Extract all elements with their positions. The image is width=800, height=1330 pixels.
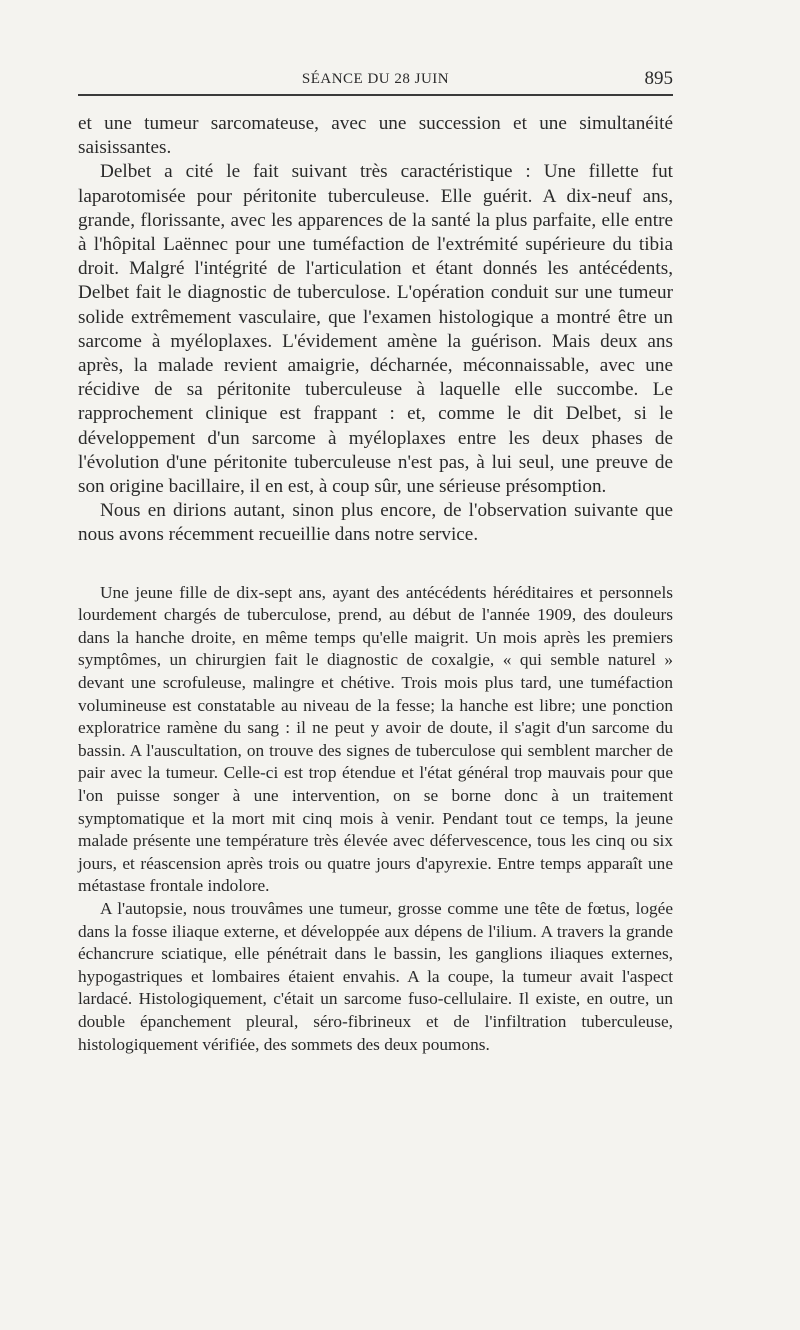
main-text [78, 112, 673, 548]
observation-paragraph-autopsy: A l'autopsie, nous trouvâmes une tumeur, grosse comme une tête de fœtus, logée dans la fosse iliaque externe, et développée aux dépens de l'ilium. A travers la grande échancrure sciatique, elle pénétrait dans le bassin, les ganglions iliaques externes, hypogastriques et lombaires étaient envahis. A la coupe, la tumeur avait l'aspect lardacé. Histologiquement, c'était un sarcome fuso-cellulaire. Il existe, en outre, un double épanchement pleural, séro-fibrineux et de l'infiltration tuberculeuse, histologiquement vérifiée, des sommets des deux poumons. [78, 898, 673, 1054]
page-number: 895 [644, 68, 673, 89]
page [78, 60, 673, 1056]
running-head [78, 60, 673, 96]
running-title: SÉANCE DU 28 JUIN [301, 71, 450, 87]
observation-block [78, 582, 673, 1056]
paragraph-delbet-case: Delbet a cité le fait suivant très caractéristique : Une fillette fut laparotomisée pour péritonite tuberculeuse. Elle guérit. A dix-neuf ans, grande, florissante, avec les apparences de la santé la plus parfaite, elle entre à l'hôpital Laënnec pour une tuméfaction de l'extrémité supérieure du tibia droit. Malgré l'intégrité de l'articulation et étant donnés les antécédents, Delbet fait le diagnostic de tuberculose. L'opération conduit sur une tumeur solide extrêmement vasculaire, que l'examen histologique a montré être un sarcome à myéloplaxes. L'évidement amène la guérison. Mais deux ans après, la malade revient amaigrie, décharnée, méconnaissable, avec une récidive de sa péritonite tuberculeuse à laquelle elle succombe. Le rapprochement clinique est frappant : et, comme le dit Delbet, si le développement d'un sarcome à myéloplaxes entre les deux phases de l'évolution d'une péritonite tuberculeuse n'est pas, à lui seul, une preuve de son origine bacillaire, il en est, à coup sûr, une sérieuse présomption. [78, 161, 673, 498]
paragraph-continuation: et une tumeur sarcomateuse, avec une succession et une simultanéité saisissantes. [78, 113, 673, 159]
paragraph-transition: Nous en dirions autant, sinon plus encore, de l'observation suivante que nous avons récemment recueillie dans notre service. [78, 500, 673, 546]
observation-paragraph-history: Une jeune fille de dix-sept ans, ayant des antécédents héréditaires et personnels lourdement chargés de tuberculose, prend, au début de l'année 1909, des douleurs dans la hanche droite, en même temps qu'elle maigrit. Un mois après les premiers symptômes, un chirurgien fait le diagnostic de coxalgie, « qui semble naturel » devant une scrofuleuse, malingre et chétive. Trois mois plus tard, une tuméfaction volumineuse est constatable au niveau de la fesse; la hanche est libre; une ponction exploratrice ramène du sang : il ne peut y avoir de doute, il s'agit d'un sarcome du bassin. A l'auscultation, on trouve des signes de tuberculose qui semblent marcher de pair avec la tumeur. Celle-ci est trop étendue et l'état général trop mauvais pour que l'on puisse songer à une intervention, on se borne donc à un traitement symptomatique et la mort mit cinq mois à venir. Pendant tout ce temps, la jeune malade présente une température très élevée avec défervescence, tous les cinq ou six jours, et réascension après trois ou quatre jours d'apyrexie. Entre temps apparaît une métastase frontale indolore. [78, 582, 673, 896]
